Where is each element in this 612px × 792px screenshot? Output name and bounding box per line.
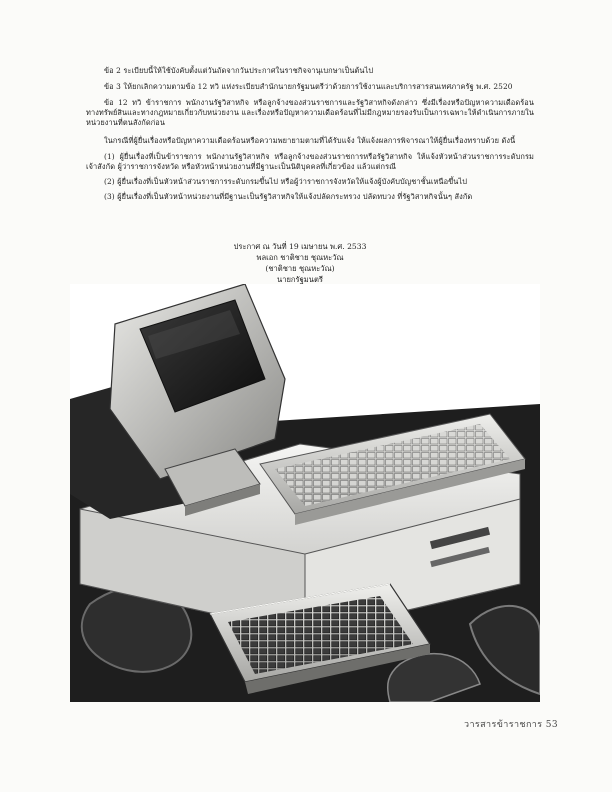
signature-date: ประกาศ ณ วันที่ 19 เมษายน พ.ศ. 2533 <box>233 242 367 251</box>
paragraph-notification: ในกรณีที่ผู้ยื่นเรื่องหรือปัญหาความเดือดร้อนหรือความพยายามตามที่ได้รับแจ้ง ให้แจ้งผลการพิจารณาให้ผู้ยื่นเรื่องทราบด้วย ดังนี้ <box>104 136 516 145</box>
paragraph-clause-12-bis: ข้อ 12 ทวิ ข้าราชการ พนักงานรัฐวิสาหกิจ หรือลูกจ้างของส่วนราชการและรัฐวิสาหกิจดังกล่าว ซึ่งมีเรื่องหรือปัญหาความเดือดร้อนทางทรัพย์สินและทางกฎหมายเกี่ยวกับหน่วยงาน และเรื่องหรือปัญหาความเดือดร้อนที่ไม่มีกฎหมายรองรับเป็นการเฉพาะให้ดำเนินการภายในหน่วยงานที่ตนสังกัดก่อน <box>86 98 534 127</box>
paragraph-clause-3: ข้อ 3 ให้ยกเลิกความตามข้อ 12 ทวิ แห่งระเบียบสำนักนายกรัฐมนตรีว่าด้วยการใช้งานและบริการสารสนเทศภาครัฐ พ.ศ. 2520 <box>104 82 513 91</box>
paragraph-clause-2: ข้อ 2 ระเบียบนี้ให้ใช้บังคับตั้งแต่วันถัดจากวันประกาศในราชกิจจานุเบกษาเป็นต้นไป <box>104 66 374 75</box>
signature-rank-name: พลเอก ชาติชาย ชุณหะวัณ <box>256 253 344 262</box>
body-text <box>86 66 534 202</box>
signature-name-paren: (ชาติชาย ชุณหะวัณ) <box>265 264 335 273</box>
computer-photo-illustration <box>70 284 540 702</box>
computer-workstation-photo <box>70 284 540 702</box>
paragraph-item-3: (3) ผู้ยื่นเรื่องที่เป็นหัวหน้าหน่วยงานที่มีฐานะเป็นรัฐวิสาหกิจให้แจ้งปลัดกระทรวง ปลัดทบวง ที่รัฐวิสาหกิจนั้นๆ สังกัด <box>104 192 473 201</box>
signature-position: นายกรัฐมนตรี <box>277 275 323 284</box>
page-footer: วารสารข้าราชการ 53 <box>464 720 558 730</box>
paragraph-item-2: (2) ผู้ยื่นเรื่องที่เป็นหัวหน้าส่วนราชการระดับกรมขึ้นไป หรือผู้ว่าราชการจังหวัดให้แจ้งผู้บังคับบัญชาชั้นเหนือขึ้นไป <box>104 177 468 186</box>
paragraph-item-1: (1) ผู้ยื่นเรื่องที่เป็นข้าราชการ พนักงานรัฐวิสาหกิจ หรือลูกจ้างของส่วนราชการหรือรัฐวิสาหกิจ ให้แจ้งหัวหน้าส่วนราชการระดับกรม เจ้าสังกัด ผู้ว่าราชการจังหวัด หรือหัวหน้าหน่วยงานที่มีฐานะเป็นนิติบุคคลที่เกี่ยวข้อง แล้วแต่กรณี <box>86 152 534 171</box>
signature-block <box>170 241 430 285</box>
